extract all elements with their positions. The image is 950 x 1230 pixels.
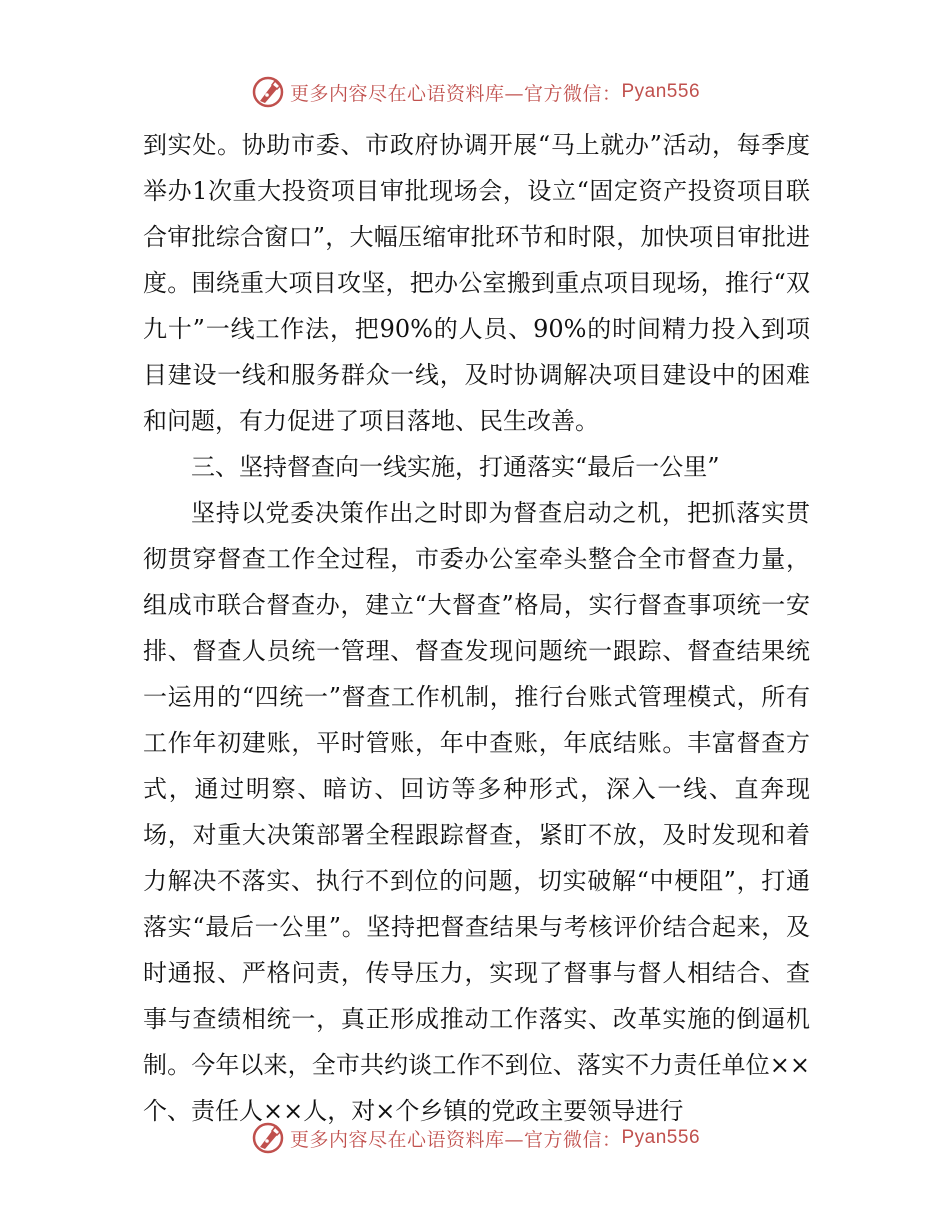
paragraph-supervision: 坚持以党委决策作出之时即为督查启动之机，把抓落实贯彻贯穿督查工作全过程，市委办公室牵头整合全市督查力量，组成市联合督查办，建立“大督查”格局，实行督查事项统一安排、督查人员统一管理、督查发现问题统一跟踪、督查结果统一运用的“四统一”督查工作机制，推行台账式管理模式，所有工作年初建账，平时管账，年中查账，年底结账。丰富督查方式，通过明察、暗访、回访等多种形式，深入一线、直奔现场，对重大决策部署全程跟踪督查，紧盯不放，及时发现和着力解决不落实、执行不到位的问题，切实破解“中梗阻”，打通落实“最后一公里”。坚持把督查结果与考核评价结合起来，及时通报、严格问责，传导压力，实现了督事与督人相结合、查事与查绩相统一，真正形成推动工作落实、改革实施的倒逼机制。今年以来，全市共约谈工作不到位、落实不力责任单位××个、责任人××人，对×个乡镇的党政主要领导进行 — [143, 499, 810, 1125]
footer-banner-text: 更多内容尽在心语资料库—官方微信： — [289, 1128, 622, 1151]
header-banner-wechat-id: Pyan556 — [621, 81, 701, 102]
header-banner-text: 更多内容尽在心语资料库—官方微信： — [289, 82, 622, 105]
footer-banner-wechat-id: Pyan556 — [621, 1127, 701, 1148]
paragraph-continued: 到实处。协助市委、市政府协调开展“马上就办”活动，每季度举办1次重大投资项目审批现场会，设立“固定资产投资项目联合审批综合窗口”，大幅压缩审批环节和时限，加快项目审批进度。围绕重大项目攻坚，把办公室搬到重点项目现场，推行“双九十”一线工作法，把90%的人员、90%的时间精力投入到项目建设一线和服务群众一线，及时协调解决项目建设中的困难和问题，有力促进了项目落地、民生改善。 — [143, 131, 810, 435]
footer-banner — [0, 1118, 950, 1158]
pen-nib-logo-icon — [250, 1120, 286, 1156]
section-heading-3: 三、坚持督查向一线实施，打通落实“最后一公里” — [191, 453, 720, 481]
pen-nib-logo-icon — [250, 74, 286, 110]
header-banner — [0, 72, 950, 112]
document-body — [143, 122, 810, 1134]
